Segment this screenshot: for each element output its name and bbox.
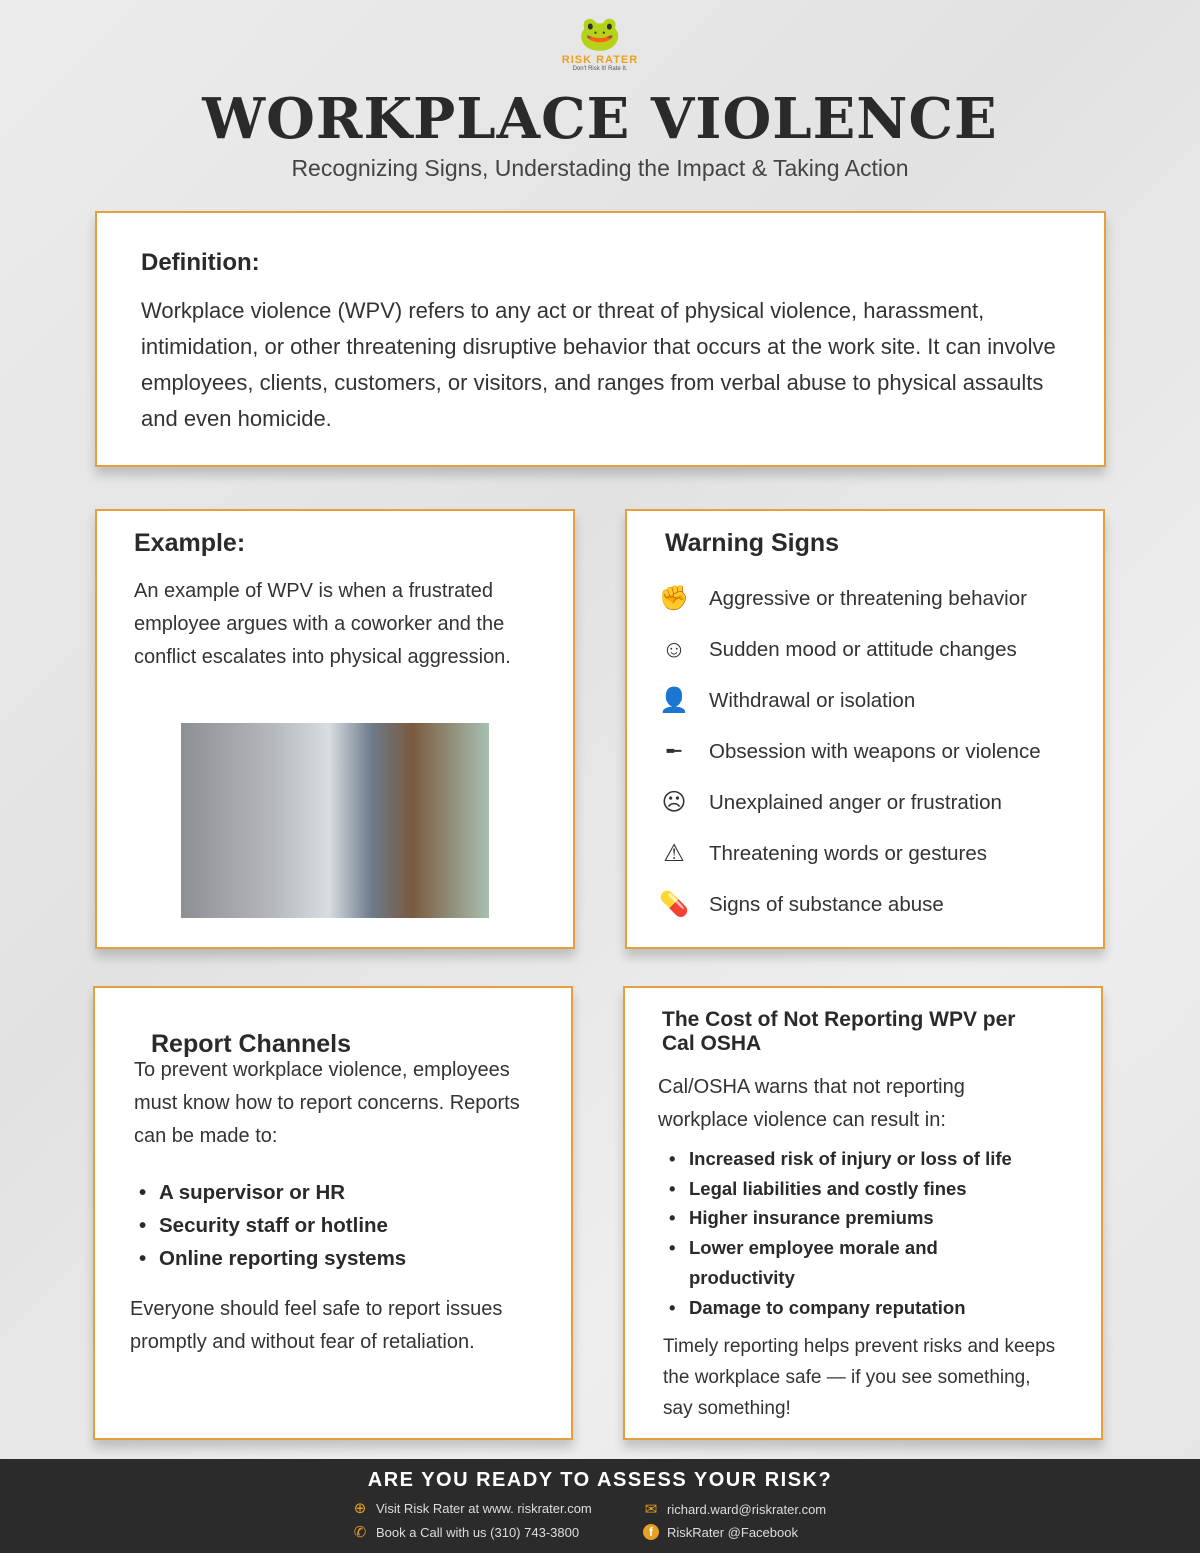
- cost-item: • Higher insurance premiums: [665, 1203, 1045, 1233]
- cost-item: • Damage to company reputation: [665, 1293, 1045, 1323]
- warning-signs-card: [625, 509, 1105, 949]
- logo-tagline: Don't Risk It! Rate It.: [572, 66, 628, 72]
- cost-item: • Lower employee morale and productivity: [665, 1233, 1045, 1292]
- cost-heading: The Cost of Not Reporting WPV per Cal OSHA: [662, 1008, 1016, 1055]
- warning-heading: Warning Signs: [665, 529, 840, 557]
- footer-website-link[interactable]: [352, 1499, 592, 1517]
- mail-icon: ✉: [644, 1501, 658, 1518]
- page-title: WORKPLACE VIOLENCE: [202, 86, 998, 152]
- warning-label: Aggressive or threatening behavior: [709, 586, 1027, 610]
- cost-item: • Increased risk of injury or loss of life: [665, 1144, 1045, 1174]
- cost-card: [623, 986, 1103, 1440]
- phone-icon: ✆: [353, 1524, 367, 1541]
- angry-face-icon: ☹: [661, 789, 687, 816]
- report-channel-item: • A supervisor or HR: [135, 1176, 406, 1209]
- phone-text: Book a Call with us (310) 743-3800: [376, 1524, 580, 1540]
- rifle-icon: ╾: [666, 738, 682, 765]
- facebook-text: RiskRater @Facebook: [667, 1524, 798, 1540]
- example-text: An example of WPV is when a frustrated employee argues with a coworker and the conflict escalates into physical aggression.: [134, 580, 511, 668]
- warning-triangle-icon: ⚠: [663, 840, 685, 867]
- definition-heading: Definition:: [141, 249, 260, 276]
- cost-outro: Timely reporting helps prevent risks and keeps the workplace safe — if you see something, say something!: [663, 1336, 1056, 1419]
- example-heading: Example:: [134, 529, 246, 557]
- email-text: richard.ward@riskrater.com: [667, 1501, 827, 1517]
- mood-faces-icon: ☺: [661, 635, 687, 663]
- warning-label: Withdrawal or isolation: [709, 688, 916, 712]
- page-subtitle: Recognizing Signs, Understading the Impact & Taking Action: [291, 155, 909, 181]
- footer-facebook-link[interactable]: [643, 1524, 798, 1540]
- example-photo-two-men-arguing: [181, 723, 489, 918]
- definition-text: Workplace violence (WPV) refers to any act or threat of physical violence, harassment, intimidation, or other threatening disruptive behavior that occurs at the work site. It can involve employees, clients, customers, or visitors, and ranges from verbal abuse to physical assaults and even homicide.: [141, 298, 1056, 431]
- report-channel-item: • Security staff or hotline: [135, 1209, 406, 1242]
- pills-icon: 💊: [659, 891, 689, 918]
- warning-item: [647, 879, 1041, 930]
- warning-item: [647, 624, 1041, 675]
- footer-cta: ARE YOU READY TO ASSESS YOUR RISK?: [367, 1469, 833, 1491]
- warning-item: [647, 675, 1041, 726]
- warning-item: [647, 777, 1041, 828]
- report-outro: Everyone should feel safe to report issues promptly and without fear of retaliation.: [130, 1298, 503, 1353]
- globe-icon: ⊕: [353, 1500, 367, 1517]
- warning-label: Signs of substance abuse: [709, 892, 944, 916]
- report-channel-item: • Online reporting systems: [135, 1242, 406, 1275]
- warning-item: [647, 828, 1041, 879]
- facebook-icon: f: [643, 1524, 659, 1540]
- warning-label: Unexplained anger or frustration: [709, 790, 1002, 814]
- report-channels-card: [93, 986, 573, 1440]
- warning-label: Threatening words or gestures: [709, 841, 988, 865]
- frog-icon: 🐸: [578, 15, 622, 53]
- logo-brand: RISK RATER: [561, 54, 639, 66]
- report-channel-list: [135, 1176, 406, 1275]
- cost-intro: Cal/OSHA warns that not reporting workplace violence can result in:: [658, 1076, 965, 1131]
- warning-item: [647, 573, 1041, 624]
- risk-rater-logo: [555, 14, 645, 80]
- definition-card: [95, 211, 1106, 467]
- cost-list: [665, 1144, 1045, 1322]
- person-icon: 👤: [659, 687, 689, 714]
- warning-item: [647, 726, 1041, 777]
- warning-label: Obsession with weapons or violence: [709, 739, 1041, 763]
- report-heading: Report Channels: [151, 1030, 352, 1058]
- footer: [0, 1459, 1200, 1553]
- footer-email-link[interactable]: [643, 1500, 826, 1518]
- cost-item: • Legal liabilities and costly fines: [665, 1174, 1045, 1204]
- warning-list: [647, 573, 1041, 930]
- fist-icon: ✊: [659, 585, 689, 612]
- warning-label: Sudden mood or attitude changes: [709, 637, 1017, 661]
- report-intro: To prevent workplace violence, employees must know how to report concerns. Reports can be made to:: [134, 1059, 520, 1147]
- example-card: [95, 509, 575, 949]
- footer-phone-link[interactable]: [352, 1523, 579, 1541]
- website-text: Visit Risk Rater at www. riskrater.com: [376, 1500, 592, 1516]
